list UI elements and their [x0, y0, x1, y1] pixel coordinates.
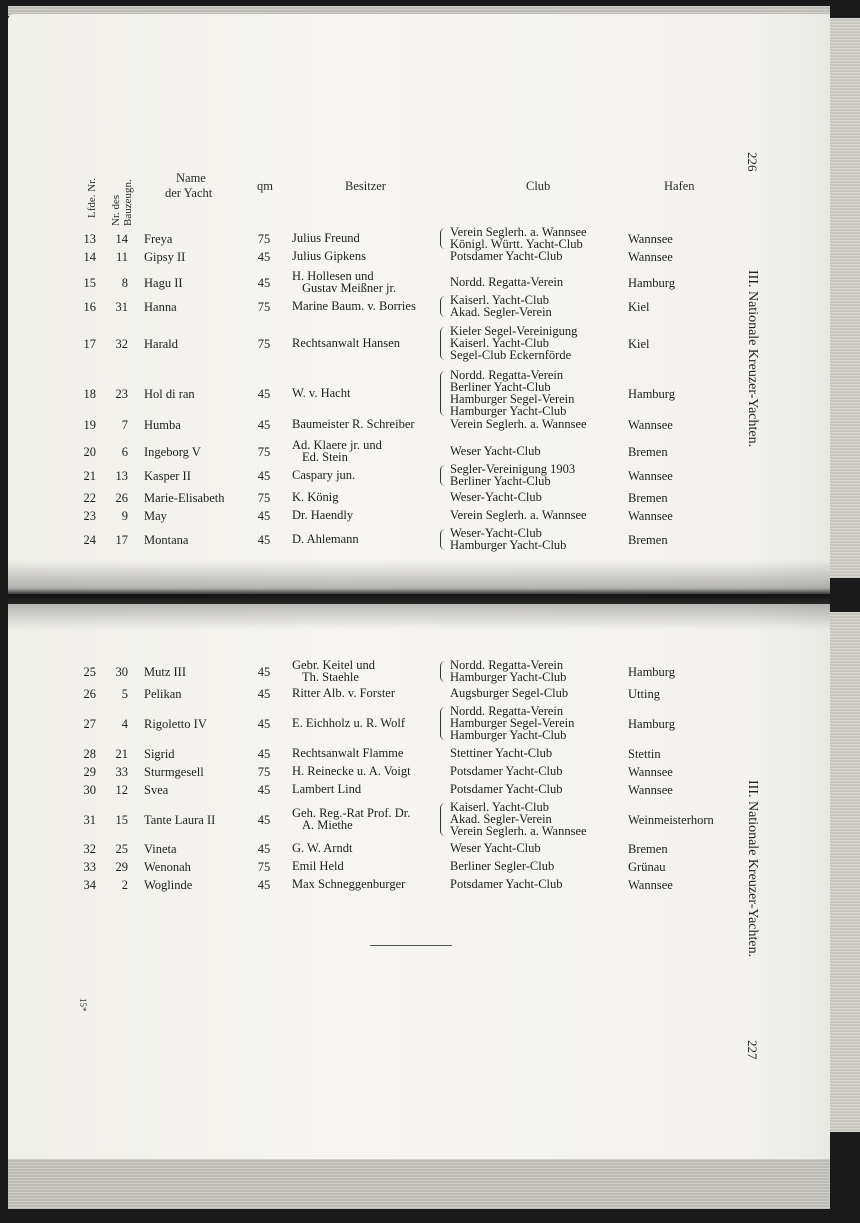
yacht-name: Humba [144, 418, 181, 432]
footer-signature-mark: 15* [78, 998, 88, 1012]
club-name: Nordd. Regatta-Verein [450, 658, 564, 672]
club-name: Akad. Segler-Verein [450, 812, 552, 826]
bauzeugnis-nr: 21 [115, 747, 128, 761]
page-number-226: 226 [745, 152, 760, 172]
lfd-nr: 13 [83, 232, 96, 246]
home-port: Kiel [628, 300, 650, 314]
club-name: Augsburger Segel-Club [450, 686, 569, 700]
yacht-name: Harald [144, 337, 179, 351]
club-name: Kaiserl. Yacht-Club [450, 336, 549, 350]
yacht-name: Tante Laura II [144, 813, 216, 827]
sail-area-qm: 75 [257, 491, 271, 505]
club-name: Segler-Vereinigung 1903 [450, 462, 576, 476]
bauzeugnis-nr: 9 [121, 509, 128, 523]
owner-name: W. v. Hacht [292, 386, 351, 400]
yacht-name: Marie-Elisabeth [144, 491, 225, 505]
lfd-nr: 18 [83, 387, 96, 401]
table-row [0, 861, 822, 873]
lfd-nr: 19 [83, 418, 96, 432]
bauzeugnis-nr: 23 [115, 387, 128, 401]
bauzeugnis-nr: 25 [115, 842, 128, 856]
club-name: Stettiner Yacht-Club [450, 746, 553, 760]
lfd-nr: 14 [83, 250, 96, 264]
yacht-name: Ingeborg V [144, 445, 201, 459]
club-name: Verein Seglerh. a. Wannsee [450, 824, 587, 838]
home-port: Hamburg [628, 717, 675, 731]
bauzeugnis-nr: 12 [115, 783, 128, 797]
yacht-name: Wenonah [144, 860, 191, 874]
yacht-name: Woglinde [144, 878, 193, 892]
club-name: Hamburger Yacht-Club [450, 538, 567, 552]
home-port: Wannsee [628, 250, 673, 264]
owner-name: D. Ahlemann [292, 532, 359, 546]
home-port: Wannsee [628, 232, 673, 246]
yacht-name: Pelikan [144, 687, 182, 701]
table-row [0, 688, 822, 700]
club-name: Kieler Segel-Vereinigung [450, 324, 578, 338]
sail-area-qm: 75 [257, 860, 271, 874]
side-title-bottom: III. Nationale Kreuzer-Yachten. [745, 780, 760, 958]
lfd-nr: 15 [83, 276, 96, 290]
header-bauzeugn: Nr. des Bauzeugn. [110, 179, 134, 226]
brace-mark [440, 228, 445, 249]
yacht-name: Rigoletto IV [144, 717, 207, 731]
home-port: Bremen [628, 491, 668, 505]
bauzeugnis-nr: 8 [121, 276, 128, 290]
lfd-nr: 25 [83, 665, 96, 679]
yacht-name: Gipsy II [144, 250, 186, 264]
owner-name: Rechtsanwalt Hansen [292, 336, 400, 350]
table-row [0, 251, 822, 263]
home-port: Bremen [628, 842, 668, 856]
brace-mark [440, 371, 445, 416]
header-qm: qm [257, 179, 273, 193]
owner-name: G. W. Arndt [292, 841, 353, 855]
home-port: Wannsee [628, 878, 673, 892]
home-port: Utting [628, 687, 660, 701]
lfd-nr: 32 [83, 842, 96, 856]
table-row [0, 464, 822, 488]
sail-area-qm: 45 [257, 387, 271, 401]
sail-area-qm: 75 [257, 300, 271, 314]
owner-name: Lambert Lind [292, 782, 362, 796]
yacht-name: Hagu II [144, 276, 183, 290]
club-name: Weser Yacht-Club [450, 841, 541, 855]
sail-area-qm: 75 [257, 765, 271, 779]
sail-area-qm: 45 [257, 533, 271, 547]
yacht-name: Sturmgesell [144, 765, 204, 779]
table-row [0, 326, 822, 362]
table-row [0, 748, 822, 760]
owner-name: Baumeister R. Schreiber [292, 417, 415, 431]
lfd-nr: 30 [83, 783, 96, 797]
home-port: Hamburg [628, 276, 675, 290]
brace-mark [440, 296, 445, 317]
sail-area-qm: 45 [257, 509, 271, 523]
table-row [0, 419, 822, 431]
home-port: Hamburg [628, 387, 675, 401]
yacht-name: Hol di ran [144, 387, 195, 401]
sail-area-qm: 45 [257, 276, 271, 290]
lfd-nr: 26 [83, 687, 96, 701]
table-row [0, 271, 822, 295]
sail-area-qm: 75 [257, 232, 271, 246]
yacht-name: Montana [144, 533, 189, 547]
club-name: Nordd. Regatta-Verein [450, 368, 564, 382]
home-port: Bremen [628, 533, 668, 547]
table-row [0, 706, 822, 742]
club-name: Potsdamer Yacht-Club [450, 877, 563, 891]
club-name: Verein Seglerh. a. Wannsee [450, 417, 587, 431]
lfd-nr: 27 [83, 717, 96, 731]
club-name: Nordd. Regatta-Verein [450, 704, 564, 718]
brace-mark [440, 707, 445, 740]
club-name: Hamburger Yacht-Club [450, 404, 567, 418]
lfd-nr: 33 [83, 860, 96, 874]
home-port: Wannsee [628, 509, 673, 523]
header-name-1: Name [176, 171, 206, 185]
club-name: Berliner Yacht-Club [450, 380, 551, 394]
page-number-227: 227 [745, 1040, 760, 1060]
home-port: Wannsee [628, 418, 673, 432]
yacht-name: Vineta [144, 842, 177, 856]
club-name: Hamburger Yacht-Club [450, 670, 567, 684]
header-lfde-nr: Lfde. Nr. [86, 177, 98, 218]
yacht-name: Sigrid [144, 747, 175, 761]
yacht-name: Svea [144, 783, 169, 797]
bauzeugnis-nr: 31 [115, 300, 128, 314]
bauzeugnis-nr: 32 [115, 337, 128, 351]
book-gutter [8, 560, 830, 630]
home-port: Wannsee [628, 469, 673, 483]
club-name: Potsdamer Yacht-Club [450, 249, 563, 263]
owner-name: Gustav Meißner jr. [302, 281, 397, 295]
lfd-nr: 29 [83, 765, 96, 779]
owner-name: Ad. Klaere jr. und [292, 438, 382, 452]
table-row [0, 440, 822, 464]
owner-name: A. Miethe [302, 818, 353, 832]
lfd-nr: 22 [83, 491, 96, 505]
club-name: Kaiserl. Yacht-Club [450, 293, 549, 307]
owner-name: Gebr. Keitel und [292, 658, 375, 672]
club-name: Königl. Württ. Yacht-Club [450, 237, 583, 251]
owner-name: Emil Held [292, 859, 344, 873]
owner-name: H. Hollesen und [292, 269, 374, 283]
sail-area-qm: 45 [257, 469, 271, 483]
club-name: Verein Seglerh. a. Wannsee [450, 225, 587, 239]
table-row [0, 784, 822, 796]
sail-area-qm: 45 [257, 783, 271, 797]
header-club: Club [526, 179, 551, 193]
sail-area-qm: 45 [257, 813, 271, 827]
home-port: Hamburg [628, 665, 675, 679]
brace-mark [440, 465, 445, 486]
owner-name: Rechtsanwalt Flamme [292, 746, 404, 760]
header-name-2: der Yacht [165, 186, 213, 200]
sail-area-qm: 45 [257, 717, 271, 731]
sail-area-qm: 45 [257, 687, 271, 701]
owner-name: Ritter Alb. v. Forster [292, 686, 396, 700]
brace-mark [440, 803, 445, 836]
bauzeugnis-nr: 2 [121, 878, 128, 892]
sail-area-qm: 75 [257, 445, 271, 459]
owner-name: Marine Baum. v. Borries [292, 299, 416, 313]
table-row [0, 295, 822, 319]
owner-name: Julius Gipkens [292, 249, 366, 263]
lfd-nr: 16 [83, 300, 96, 314]
bauzeugnis-nr: 5 [121, 687, 128, 701]
club-name: Weser-Yacht-Club [450, 526, 542, 540]
sail-area-qm: 45 [257, 250, 271, 264]
club-name: Kaiserl. Yacht-Club [450, 800, 549, 814]
home-port: Wannsee [628, 783, 673, 797]
club-name: Weser Yacht-Club [450, 444, 541, 458]
home-port: Weinmeisterhorn [628, 813, 714, 827]
owner-name: H. Reinecke u. A. Voigt [292, 764, 411, 778]
sail-area-qm: 45 [257, 747, 271, 761]
sail-area-qm: 45 [257, 842, 271, 856]
owner-name: Dr. Haendly [292, 508, 354, 522]
owner-name: Th. Staehle [302, 670, 359, 684]
yacht-name: Kasper II [144, 469, 191, 483]
sail-area-qm: 75 [257, 337, 271, 351]
bauzeugnis-nr: 13 [115, 469, 128, 483]
home-port: Wannsee [628, 765, 673, 779]
brace-mark [440, 529, 445, 550]
page-stack-bottom [8, 1159, 830, 1209]
owner-name: Julius Freund [292, 231, 360, 245]
table-row [0, 492, 822, 504]
table-row [0, 843, 822, 855]
home-port: Kiel [628, 337, 650, 351]
table-row [0, 528, 822, 552]
header-hafen: Hafen [664, 179, 695, 193]
end-rule [370, 945, 452, 946]
home-port: Grünau [628, 860, 666, 874]
brace-mark [440, 327, 445, 360]
bauzeugnis-nr: 33 [115, 765, 128, 779]
lfd-nr: 34 [83, 878, 96, 892]
lfd-nr: 21 [83, 469, 96, 483]
owner-name: Caspary jun. [292, 468, 356, 482]
bauzeugnis-nr: 26 [115, 491, 128, 505]
brace-mark [440, 661, 445, 682]
table-row [0, 227, 822, 251]
yacht-name: Freya [144, 232, 173, 246]
side-title-top: III. Nationale Kreuzer-Yachten. [745, 270, 760, 448]
bauzeugnis-nr: 17 [115, 533, 128, 547]
bauzeugnis-nr: 15 [115, 813, 128, 827]
lfd-nr: 24 [83, 533, 96, 547]
owner-name: Ed. Stein [302, 450, 348, 464]
owner-name: K. König [292, 490, 339, 504]
table-row [0, 510, 822, 522]
club-name: Potsdamer Yacht-Club [450, 764, 563, 778]
owner-name: Geh. Reg.-Rat Prof. Dr. [292, 806, 411, 820]
lfd-nr: 31 [83, 813, 96, 827]
home-port: Stettin [628, 747, 661, 761]
bauzeugnis-nr: 29 [115, 860, 128, 874]
table-row [0, 879, 822, 891]
club-name: Verein Seglerh. a. Wannsee [450, 508, 587, 522]
table-row [0, 660, 822, 684]
page-edges-bottom [830, 612, 860, 1132]
sail-area-qm: 45 [257, 665, 271, 679]
yacht-name: May [144, 509, 167, 523]
club-name: Hamburger Yacht-Club [450, 728, 567, 742]
bauzeugnis-nr: 7 [121, 418, 128, 432]
owner-name: Max Schneggenburger [292, 877, 406, 891]
home-port: Bremen [628, 445, 668, 459]
sail-area-qm: 45 [257, 418, 271, 432]
bauzeugnis-nr: 14 [115, 232, 128, 246]
bauzeugnis-nr: 30 [115, 665, 128, 679]
club-name: Berliner Segler-Club [450, 859, 555, 873]
bauzeugnis-nr: 11 [115, 250, 128, 264]
sail-area-qm: 45 [257, 878, 271, 892]
lfd-nr: 23 [83, 509, 96, 523]
table-row [0, 802, 822, 838]
header-besitzer: Besitzer [345, 179, 386, 193]
yacht-name: Mutz III [144, 665, 186, 679]
table-row [0, 766, 822, 778]
yacht-name: Hanna [144, 300, 177, 314]
club-name: Akad. Segler-Verein [450, 305, 552, 319]
club-name: Berliner Yacht-Club [450, 474, 551, 488]
bauzeugnis-nr: 4 [121, 717, 128, 731]
owner-name: E. Eichholz u. R. Wolf [292, 716, 405, 730]
club-name: Hamburger Segel-Verein [450, 392, 575, 406]
club-name: Nordd. Regatta-Verein [450, 275, 564, 289]
lfd-nr: 20 [83, 445, 96, 459]
club-name: Weser-Yacht-Club [450, 490, 542, 504]
table-row [0, 370, 822, 418]
club-name: Segel-Club Eckernförde [450, 348, 572, 362]
club-name: Potsdamer Yacht-Club [450, 782, 563, 796]
bauzeugnis-nr: 6 [121, 445, 128, 459]
club-name: Hamburger Segel-Verein [450, 716, 575, 730]
lfd-nr: 17 [83, 337, 96, 351]
lfd-nr: 28 [83, 747, 96, 761]
page-edges-top [830, 18, 860, 578]
